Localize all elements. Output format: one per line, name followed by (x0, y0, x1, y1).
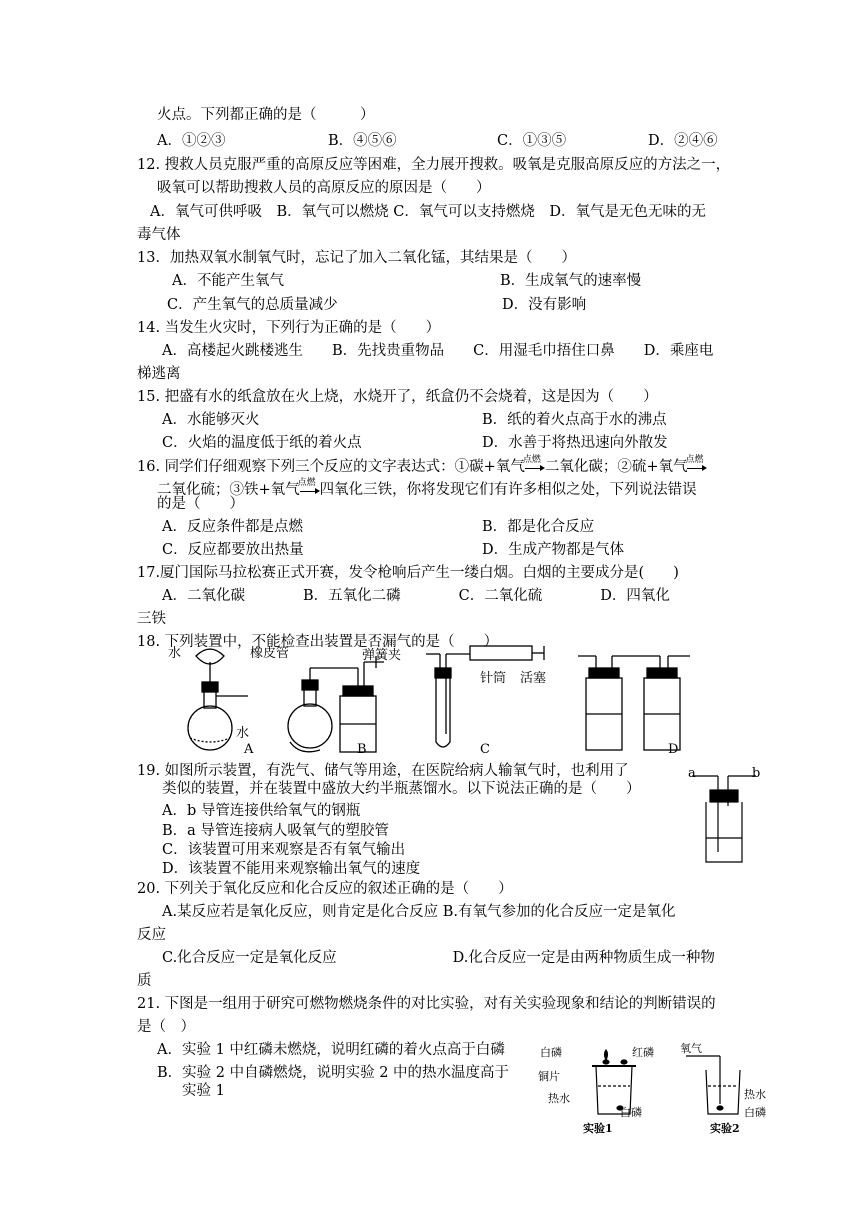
figure-label-c: C (480, 742, 490, 757)
fig-label-experiment-2: 实验2 (710, 1122, 740, 1135)
reaction-arrow: 点燃 (687, 458, 707, 476)
q13-option-d: D．没有影响 (502, 297, 587, 313)
fig-label-experiment-1: 实验1 (583, 1122, 613, 1135)
q13-option-b: B．生成氧气的速率慢 (500, 273, 642, 289)
q19-gas-bottle-figure (686, 766, 766, 866)
q19-line2: 类似的装置，并在装置中盛放大约半瓶蒸馏水。以下说法正确的是（ ） (162, 781, 641, 797)
q17-line: 17.厦门国际马拉松赛正式开赛，发令枪响后产生一缕白烟。白烟的主要成分是( ) (137, 565, 679, 581)
fig-label-hot-water-2: 热水 (744, 1088, 766, 1101)
fig-label-white-phosphorus: 白磷 (540, 1046, 562, 1059)
q20-line5: 质 (137, 973, 152, 989)
label-rubber-tube: 橡皮管 (250, 646, 290, 661)
q21-option-b: B．实验 2 中自磷燃烧，说明实验 2 中的热水温度高于 (157, 1065, 510, 1081)
figure-label-d: D (668, 742, 679, 757)
q15-option-d: D．水善于将热迅速向外散发 (482, 435, 668, 451)
q20-line3: 反应 (137, 927, 166, 943)
q14-line3: 梯逃离 (137, 366, 181, 382)
fig-label-a: a (688, 766, 696, 781)
q17-line2: A．二氧化碳 B．五氧化二磷 C．二氧化硫 D．四氧化 (162, 588, 670, 604)
q20-line: 20. 下列关于氧化反应和化合反应的叙述正确的是（ ） (137, 881, 513, 897)
q12-line3: A．氧气可供呼吸 B．氧气可以燃烧 C．氧气可以支持燃烧 D．氧气是无色无味的无 (150, 204, 706, 220)
q13-line: 13．加热双氧水制氧气时，忘记了加入二氧化锰，其结果是（ ） (137, 250, 576, 266)
q16-line1: 16. 同学们仔细观察下列三个反应的文字表达式：①碳+氧气 点燃 二氧化碳；②硫+氧气 点燃 (137, 458, 707, 476)
fig-label-oxygen: 氧气 (680, 1042, 702, 1055)
q15-option-a: A．水能够灭火 (162, 412, 260, 428)
label-plunger: 活塞 (520, 671, 547, 686)
q16-line3: 的是（ ） (157, 496, 244, 512)
q11-option-a: A．①②③ (157, 133, 226, 149)
q15-line: 15. 把盛有水的纸盒放在火上烧，水烧开了，纸盒仍不会烧着，这是因为（ ） (137, 389, 658, 405)
q12-line1: 12. 搜救人员克服严重的高原反应等困难，全力展开搜救。吸氧是克服高原反应的方法之一， (137, 157, 731, 173)
label-water-2: 水 (236, 726, 250, 741)
q17-line3: 三铁 (137, 611, 166, 627)
fig-label-white-phosphorus-2: 白磷 (620, 1106, 642, 1119)
reaction-arrow: 点燃 (300, 481, 320, 499)
q19-line1: 19. 如图所示装置，有洗气、储气等用途，在医院给病人输氧气时，也利用了 (137, 763, 629, 779)
q12-line4: 毒气体 (137, 227, 181, 243)
q18-line: 18. 下列装置中，不能检查出装置是否漏气的是（ ） (137, 634, 499, 650)
q21-option-b-cont: 实验 1 (182, 1083, 225, 1099)
q16-option-d: D．生成产物都是气体 (482, 542, 625, 558)
q11-option-b: B．④⑤⑥ (328, 133, 397, 149)
apparatus-c (426, 646, 547, 747)
q14-line: 14. 当发生火灾时，下列行为正确的是（ ） (137, 320, 441, 336)
q11-option-c: C．①③⑤ (497, 133, 567, 149)
fig-label-red-phosphorus: 红磷 (632, 1046, 654, 1059)
q21-line2: 是（ ） (137, 1019, 195, 1035)
label-spring-clamp: 弹簧夹 (362, 648, 402, 663)
label-syringe: 针筒 (480, 671, 507, 686)
q20-line4: C.化合反应一定是氧化反应 D.化合反应一定是由两种物质生成一种物 (162, 950, 715, 966)
q16-option-b: B．都是化合反应 (482, 519, 595, 535)
q16-option-c: C．反应都要放出热量 (162, 542, 304, 558)
q15-option-c: C．火焰的温度低于纸的着火点 (162, 435, 362, 451)
apparatus-d (578, 656, 690, 750)
q19-option-d: D．该装置不能用来观察输出氧气的速度 (162, 861, 421, 877)
q16-line2: 二氧化硫；③铁+氧气 点燃 四氧化三铁，你将发现它们有许多相似之处，下列说法错误 (157, 478, 697, 498)
fig-label-b: b (752, 766, 761, 781)
q21-option-a: A．实验 1 中红磷未燃烧，说明红磷的着火点高于白磷 (157, 1042, 505, 1058)
fig-label-copper-sheet: 铜片 (538, 1070, 560, 1083)
q19-option-a: A．b 导管连接供给氧气的钢瓶 (162, 803, 361, 819)
q19-option-c: C．该装置可用来观察是否有氧气输出 (162, 842, 406, 858)
q19-option-b: B．a 导管连接病人吸氧气的塑胶管 (162, 823, 389, 839)
q21-line1: 21. 下图是一组用于研究可燃物燃烧条件的对比实验，对有关实验现象和结论的判断错误的 (137, 996, 716, 1012)
q13-option-c: C．产生氧气的总质量减少 (167, 297, 338, 313)
reaction-arrow: 点燃 (525, 458, 545, 476)
q16-option-a: A．反应条件都是点燃 (162, 519, 303, 535)
q12-line2: 吸氧可以帮助搜救人员的高原反应的原因是（ ） (157, 180, 491, 196)
q20-line2: A.某反应若是氧化反应，则肯定是化合反应 B.有氧气参加的化合反应一定是氧化 (162, 904, 676, 920)
figure-label-b: B (357, 742, 367, 757)
fig-label-hot-water: 热水 (548, 1092, 570, 1105)
figure-label-a: A (244, 742, 254, 757)
label-water: 水 (168, 646, 182, 661)
q13-option-a: A．不能产生氧气 (172, 273, 284, 289)
q14-line2: A．高楼起火跳楼逃生 B．先找贵重物品 C．用湿毛巾捂住口鼻 D．乘座电 (162, 343, 714, 359)
q15-option-b: B．纸的着火点高于水的沸点 (482, 412, 667, 428)
q11-line: 火点。下列都正确的是（ ） (157, 107, 375, 123)
apparatus-b (288, 656, 384, 752)
q18-apparatus-figure (150, 642, 710, 760)
fig-label-white-phosphorus-3: 白磷 (744, 1106, 766, 1119)
q11-option-d: D．②④⑥ (648, 133, 718, 149)
